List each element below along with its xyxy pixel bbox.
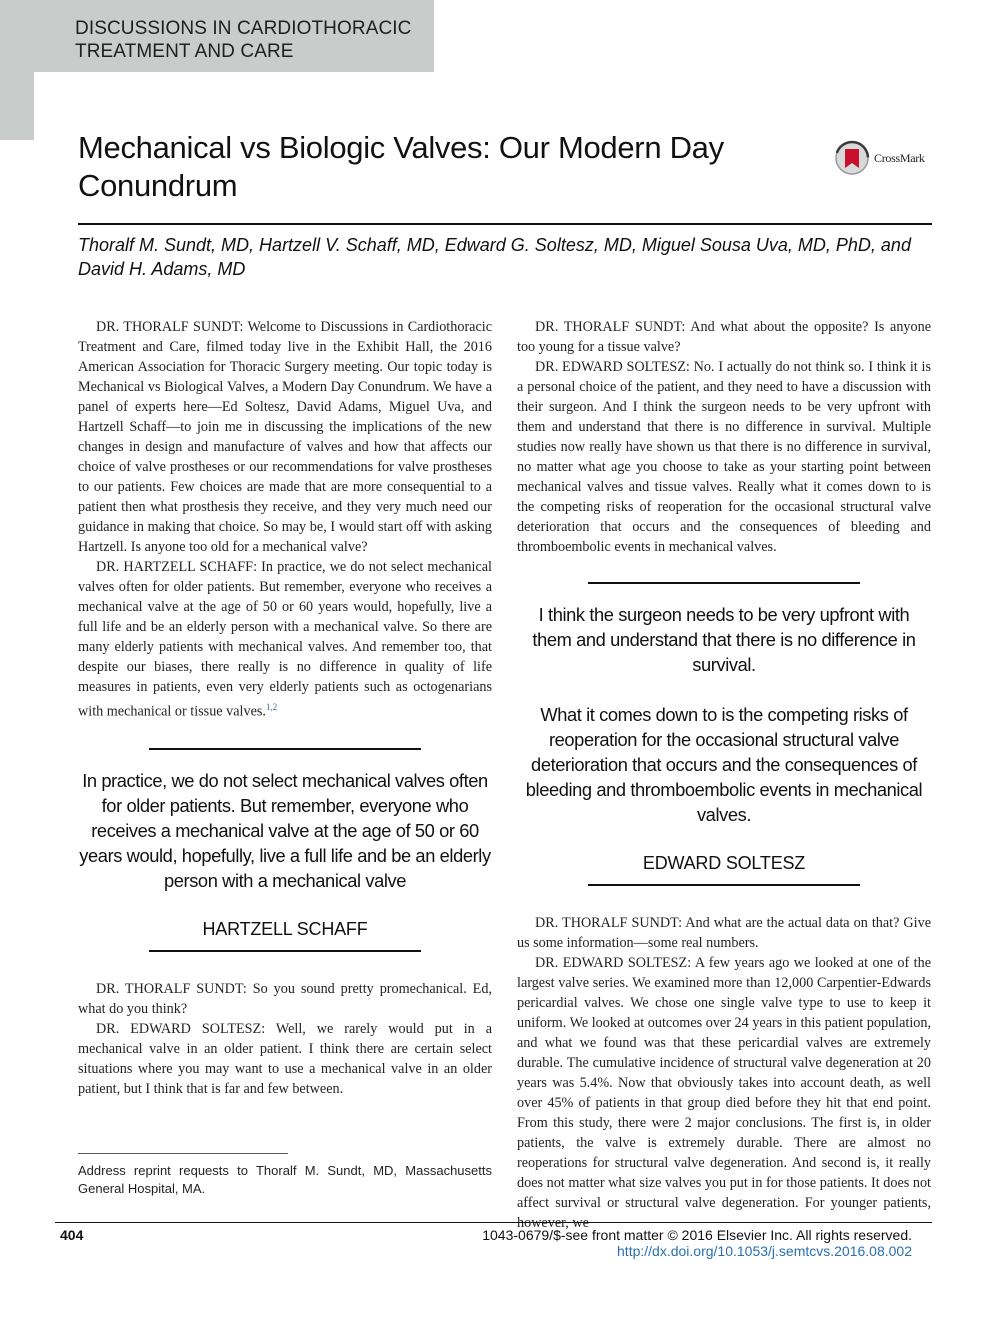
right-column — [517, 317, 931, 1233]
left-column — [78, 317, 492, 1099]
crossmark-icon — [834, 140, 870, 176]
paragraph: DR. EDWARD SOLTESZ: No. I actually do not think so. I think it is a personal choice of the patient, and they need to have a discussion with their surgeon. And I think the surgeon needs to be very upfront with them and understand that there is no difference in survival. Multiple studies now really have shown us that there is no difference in survival, no matter what age you choose to take as your starting point between mechanical valves and tissue valves. Really what it comes down to is the competing risks of reoperation for the occasional structural valve deterioration that occurs and the consequences of bleeding and thromboembolic events in mechanical valves. — [517, 359, 931, 555]
pull-quote-rule-top — [588, 582, 860, 584]
pull-quote-speaker: HARTZELL SCHAFF — [202, 918, 368, 939]
pull-quote-rule-bottom — [588, 884, 860, 886]
paragraph-text: DR. HARTZELL SCHAFF: In practice, we do not select mechanical valves often for older patients. But remember, everyone who receives a mechanical valve at the age of 50 or 60 years would, hopefully, live a full life and be an elderly person with a mechanical valve. So there are many elderly patients with mechanical valves. And remember too, that despite our biases, there really is no difference in quality of life measures in patients, even very elderly patients such as octogenarians with mechanical or tissue valves. — [78, 559, 492, 720]
pull-quote-text: I think the surgeon needs to be very upfront with them and understand that there is no difference in survival. — [532, 604, 916, 675]
paragraph-text: DR. THORALF SUNDT: Welcome to Discussions in Cardiothoracic Treatment and Care, filmed today live in the Exhibit Hall, the 2016 American Association for Thoracic Surgery meeting. Our topic today is Mechanical vs Biological Valves, a Modern Day Conundrum. We have a panel of experts here—Ed Soltesz, David Adams, Miguel Uva, and Hartzell Schaff—to join me in discussing the implications of the new changes in design and manufacture of valves and how that affects our choice of valve prostheses or our recommendations for valve prostheses to our patients. Few choices are made that are more consequential to a patient then what prosthesis they receive, and they very much need our guidance in making that choice. So may be, I would start off with asking Hartzell. Is anyone too old for a mechanical valve? — [78, 319, 492, 555]
reprint-footnote: Address reprint requests to Thoralf M. Sundt, MD, Massachusetts General Hospital, MA. — [78, 1163, 492, 1196]
journal-title-line-2: TREATMENT AND CARE — [75, 41, 294, 62]
pull-quote-text: What it comes down to is the competing risks of reoperation for the occasional structural valve deterioration that occurs and the consequences of bleeding and thromboembolic events in mechanical valves. — [525, 704, 923, 825]
paragraph: DR. THORALF SUNDT: And what about the opposite? Is anyone too young for a tissue valve? — [517, 319, 931, 355]
copyright-notice: 1043-0679/$-see front matter © 2016 Elsevier Inc. All rights reserved. — [482, 1227, 912, 1243]
paragraph — [78, 557, 492, 722]
doi-link[interactable]: http://dx.doi.org/10.1053/j.semtcvs.2016.08.002 — [617, 1243, 912, 1259]
paragraph: DR. THORALF SUNDT: And what are the actual data on that? Give us some information—some real numbers. — [517, 915, 931, 951]
pull-quote-rule-top — [149, 748, 421, 750]
page-number: 404 — [60, 1227, 84, 1243]
journal-title — [75, 17, 412, 63]
footnote-divider — [78, 1153, 288, 1154]
crossmark-label: CrossMark — [874, 150, 925, 165]
title-divider — [78, 223, 932, 225]
paragraph — [78, 317, 492, 557]
pull-quote-text: In practice, we do not select mechanical valves often for older patients. But remember, everyone who receives a mechanical valve at the age of 50 or 60 years would, hopefully, live a full life and be an elderly person with a mechanical valve — [79, 769, 491, 891]
pull-quote — [78, 748, 492, 952]
journal-title-line-1: DISCUSSIONS IN CARDIOTHORACIC — [75, 18, 412, 39]
pull-quote-speaker: EDWARD SOLTESZ — [642, 853, 806, 873]
footer-divider — [55, 1222, 932, 1223]
crossmark-badge[interactable] — [834, 138, 934, 178]
pull-quote-rule-bottom — [149, 950, 421, 952]
author-list: Thoralf M. Sundt, MD, Hartzell V. Schaff, MD, Edward G. Soltesz, MD, Miguel Sousa Uva, MD, PhD, and David H. Adams, MD — [78, 235, 911, 279]
paragraph: DR. EDWARD SOLTESZ: A few years ago we looked at one of the largest valve series. We examined more than 12,000 Carpentier-Edwards pericardial valves. We chose one single valve type to use to keep it uniform. We looked at outcomes over 24 years in this patient population, and what we found was that these pericardial valves are extremely durable. The cumulative incidence of structural valve degeneration at 20 years was 5.4%. Now that obviously takes into account death, as well over 45% of patients in that group died before they hit that end point. From this study, there were 2 major conclusions. The first is, in older patients, the valve is extremely durable. There are almost no reoperations for structural valve degeneration. And second is, it really does not matter what size valves you put in for those patients. It does not affect survival or structural valve degeneration. For younger patients, however, we — [517, 955, 931, 1231]
paragraph: DR. THORALF SUNDT: So you sound pretty promechanical. Ed, what do you think? — [78, 980, 492, 1017]
pull-quote — [517, 582, 931, 886]
paragraph: DR. EDWARD SOLTESZ: Well, we rarely would put in a mechanical valve in an older patient. I think there are certain select situations where you may want to use a mechanical valve in an older patient, but I think that is far and few between. — [78, 1020, 492, 1097]
article-title: Mechanical vs Biologic Valves: Our Modern Day Conundrum — [78, 130, 724, 203]
reference-citation[interactable]: 1,2 — [265, 702, 278, 712]
